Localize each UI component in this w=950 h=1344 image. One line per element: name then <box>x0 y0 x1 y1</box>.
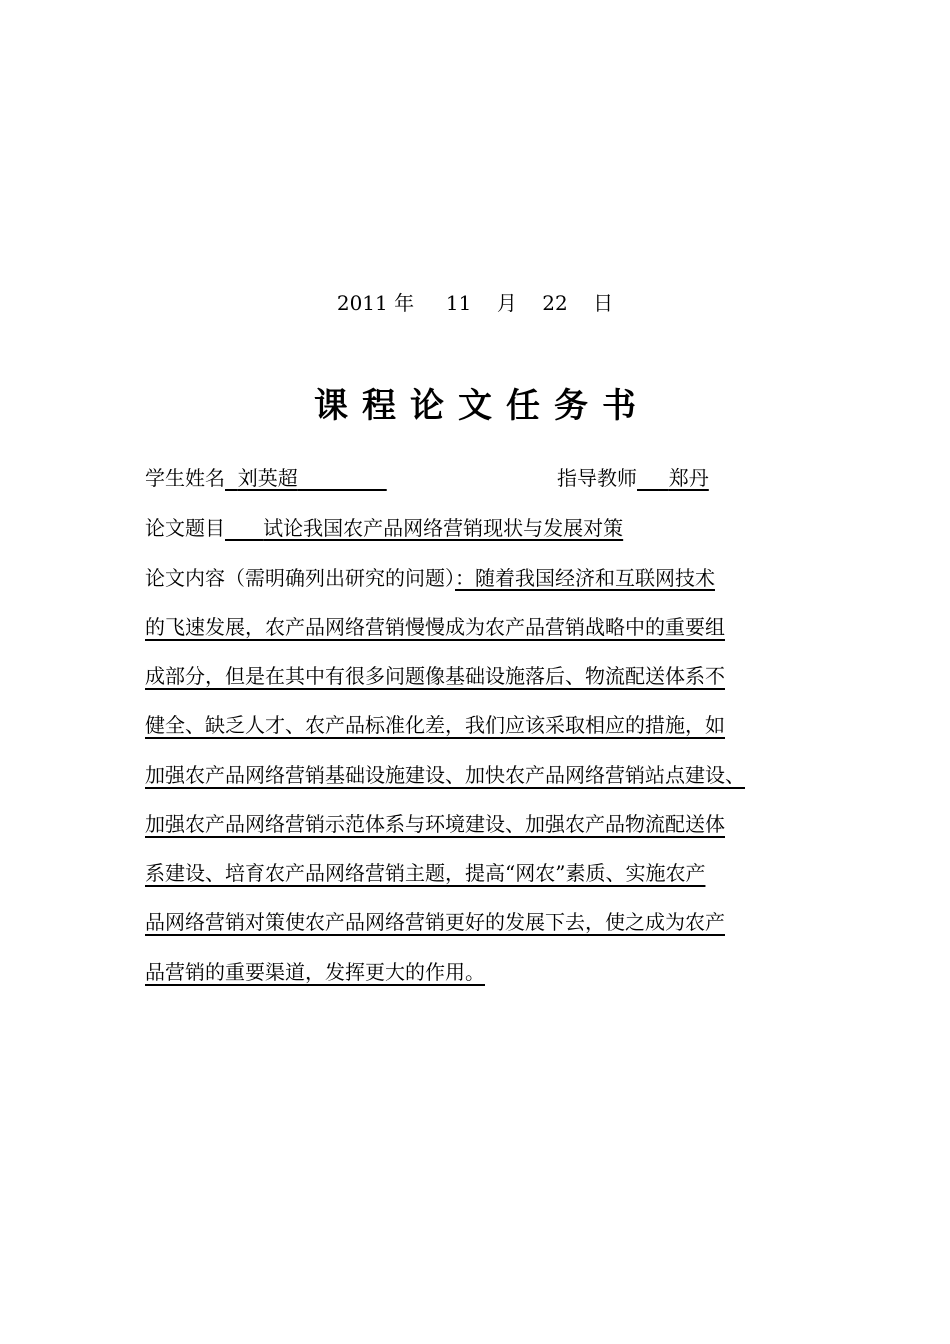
topic-value: 试论我国农产品网络营销现状与发展对策 <box>263 516 624 540</box>
content-line: 健全、缺乏人才、农产品标准化差，我们应该采取相应的措施，如 <box>145 713 725 737</box>
date-day-unit: 日 <box>593 291 614 315</box>
date-month-unit: 月 <box>496 291 517 315</box>
content-row-first <box>145 562 715 591</box>
student-name-field <box>225 466 387 490</box>
date-year-unit: 年 <box>394 291 415 315</box>
topic-field <box>225 516 623 540</box>
student-name: 刘英超 <box>237 466 298 490</box>
teacher-name-field <box>637 466 709 490</box>
teacher-label: 指导教师 <box>557 466 637 490</box>
content-line: 品营销的重要渠道，发挥更大的作用。 <box>145 960 485 984</box>
date-day: 22 <box>542 291 568 315</box>
content-line: 系建设、培育农产品网络营销主题，提高“网农”素质、实施农产 <box>145 861 706 885</box>
student-label: 学生姓名 <box>145 466 225 490</box>
content-line: 的飞速发展，农产品网络营销慢慢成为农产品营销战略中的重要组 <box>145 615 725 639</box>
teacher-name: 郑丹 <box>668 466 709 490</box>
student-row <box>145 462 387 491</box>
document-title: 课程论文任务书 <box>314 386 650 426</box>
topic-label: 论文题目 <box>145 516 225 540</box>
content-label: 论文内容（需明确列出研究的问题） <box>145 566 455 590</box>
topic-row <box>145 512 623 541</box>
content-line: 加强农产品网络营销示范体系与环境建设、加强农产品物流配送体 <box>145 812 725 836</box>
content-line: 加强农产品网络营销基础设施建设、加快农产品网络营销站点建设、 <box>145 763 745 787</box>
content-line: ：随着我国经济和互联网技术 <box>455 566 715 590</box>
date-year: 2011 <box>336 291 388 315</box>
date-line <box>0 287 950 316</box>
content-line: 成部分，但是在其中有很多问题像基础设施落后、物流配送体系不 <box>145 664 725 688</box>
teacher-row <box>557 462 709 491</box>
content-line: 品网络营销对策使农产品网络营销更好的发展下去，使之成为农产 <box>145 910 725 934</box>
date-month: 11 <box>445 291 472 315</box>
